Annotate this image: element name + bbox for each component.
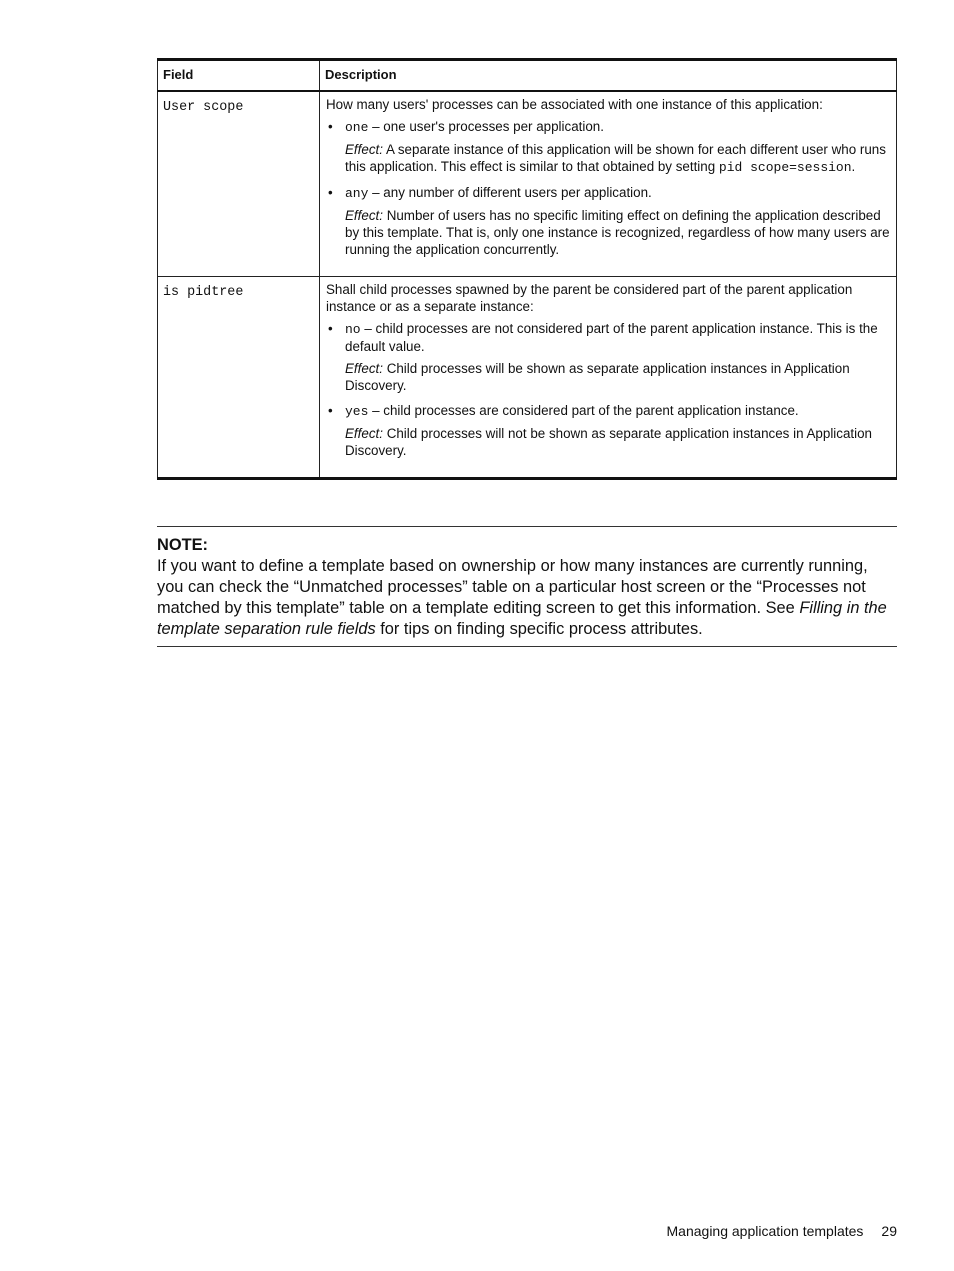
option-value: yes	[345, 404, 369, 419]
list-item	[326, 184, 890, 258]
bullet-icon: •	[328, 321, 333, 336]
description-intro: How many users' processes can be associated with one instance of this application:	[326, 97, 823, 112]
bullet-icon: •	[328, 185, 333, 200]
table-row	[158, 277, 897, 479]
list-item	[326, 320, 890, 394]
effect-text: Number of users has no specific limiting effect on defining the application described by this template. That is, only one instance is recognized, regardless of how many users are running the application concurrently.	[345, 208, 890, 257]
footer-title: Managing application templates	[666, 1223, 864, 1239]
field-name: User scope	[158, 91, 320, 277]
option-text: – child processes are not considered part of the parent application instance. This is the default value.	[345, 321, 878, 354]
field-name: is pidtree	[158, 277, 320, 479]
bullet-icon: •	[328, 119, 333, 134]
page-footer	[560, 1223, 897, 1239]
description-intro: Shall child processes spawned by the parent be considered part of the parent application instance or as a separate instance:	[326, 282, 853, 314]
field-description	[320, 277, 897, 479]
option-list	[326, 118, 890, 258]
note-heading: NOTE:	[157, 536, 208, 554]
field-description	[320, 91, 897, 277]
option-list	[326, 320, 890, 459]
field-column-header: Field	[158, 60, 320, 92]
effect-label: Effect:	[345, 142, 383, 157]
cross-reference-link[interactable]: Filling in the template separation rule fields	[157, 599, 887, 638]
option-text: – one user's processes per application.	[368, 119, 604, 134]
list-item	[326, 402, 890, 459]
note-text: If you want to define a template based on ownership or how many instances are currently running, you can check the “Unmatched processes” table on a particular host screen or the “Processes not matched by this template” table on a template editing screen to get this information. See	[157, 557, 868, 617]
option-value: no	[345, 322, 361, 337]
note-text-end: for tips on finding specific process attributes.	[375, 620, 703, 638]
field-description-table	[157, 58, 897, 480]
table-row	[158, 91, 897, 277]
list-item	[326, 118, 890, 176]
option-value: any	[345, 186, 369, 201]
note-body	[157, 556, 897, 640]
note-box	[157, 526, 897, 647]
option-text: – child processes are considered part of the parent application instance.	[368, 403, 799, 418]
effect-end: .	[851, 159, 856, 174]
effect-text: Child processes will be shown as separate application instances in Application Discovery.	[345, 361, 850, 393]
effect-text: A separate instance of this application will be shown for each different user who runs this application. This effect is similar to that obtained by setting	[345, 142, 886, 174]
effect-label: Effect:	[345, 208, 383, 223]
description-column-header: Description	[320, 60, 897, 92]
effect-text: Child processes will not be shown as separate application instances in Application Discovery.	[345, 426, 873, 458]
effect-code: pid scope=session	[718, 160, 852, 175]
option-text: – any number of different users per application.	[368, 185, 652, 200]
effect-label: Effect:	[345, 426, 383, 441]
option-value: one	[345, 120, 369, 135]
page-number: 29	[881, 1223, 897, 1239]
bullet-icon: •	[328, 403, 333, 418]
effect-label: Effect:	[345, 361, 383, 376]
table-header-row	[158, 60, 897, 92]
